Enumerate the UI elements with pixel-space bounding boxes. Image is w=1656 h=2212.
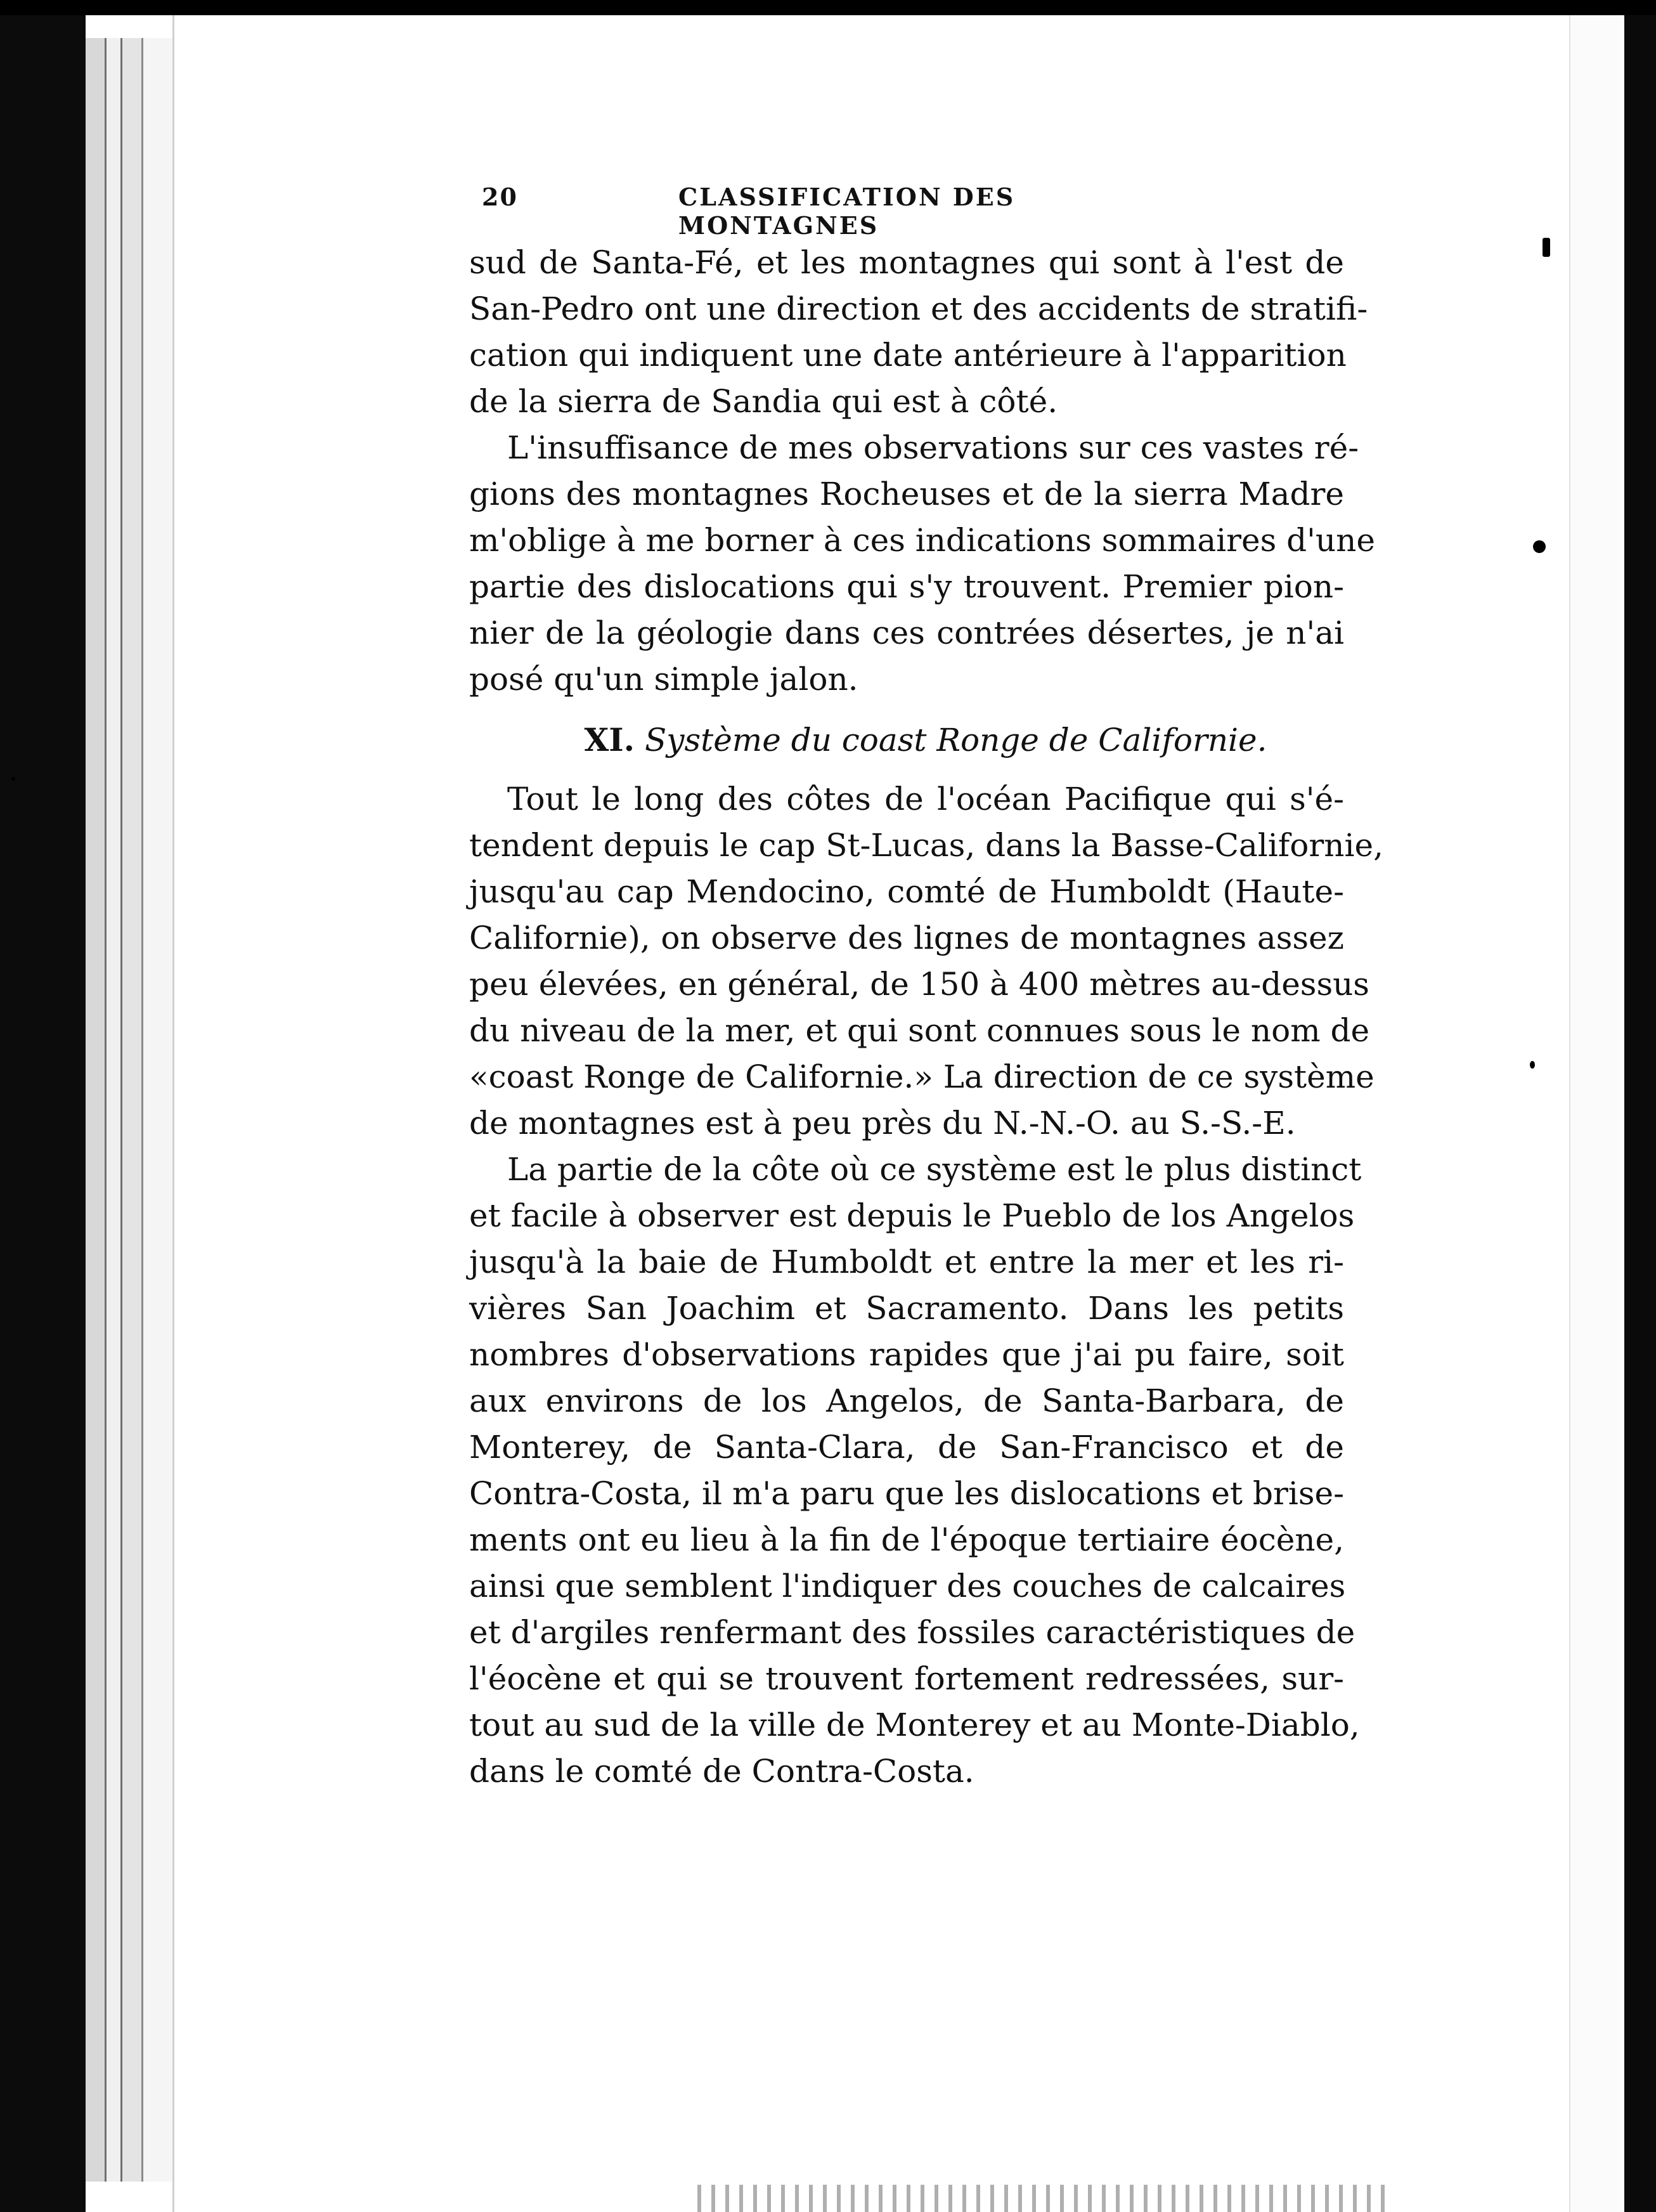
section-title: Système du coast Ronge de Californie.	[644, 722, 1267, 758]
running-head	[482, 183, 1160, 240]
section-heading	[469, 717, 1344, 764]
text-line: m'oblige à me borner à ces indications sommaires d'une	[469, 522, 1375, 559]
text-line: nombres d'observations rapides que j'ai pu faire, soit	[469, 1336, 1344, 1373]
text-line: Contra-Costa, il m'a paru que les dislocations et brise-	[469, 1475, 1344, 1512]
text-line: tout au sud de la ville de Monterey et au Monte-Diablo,	[469, 1707, 1360, 1743]
text-line: jusqu'à la baie de Humboldt et entre la mer et les ri-	[469, 1244, 1344, 1280]
scan-speck	[1530, 1061, 1535, 1069]
text-line: La partie de la côte où ce système est le plus distinct	[507, 1151, 1362, 1188]
text-line: «coast Ronge de Californie.» La direction de ce système	[469, 1058, 1375, 1095]
scan-left-border	[0, 15, 86, 2212]
text-line: tendent depuis le cap St-Lucas, dans la Basse-Californie,	[469, 827, 1383, 864]
text-line: de montagnes est à peu près du N.-N.-O. au S.-S.-E.	[469, 1105, 1296, 1142]
text-line: nier de la géologie dans ces contrées désertes, je n'ai	[469, 615, 1344, 651]
scan-speck	[11, 777, 15, 781]
section-numeral: XI.	[584, 721, 635, 758]
text-line: Monterey, de Santa-Clara, de San-Francisco et de	[469, 1429, 1344, 1466]
text-line: L'insuffisance de mes observations sur ces vastes ré-	[507, 429, 1359, 466]
scan-speck	[1533, 540, 1546, 553]
text-line: de la sierra de Sandia qui est à côté.	[469, 383, 1058, 420]
text-line: partie des dislocations qui s'y trouvent. Premier pion-	[469, 568, 1344, 605]
text-line: ainsi que semblent l'indiquer des couches de calcaires	[469, 1568, 1346, 1604]
text-line: peu élevées, en général, de 150 à 400 mètres au-dessus	[469, 966, 1369, 1003]
page-stack-edges	[86, 38, 174, 2182]
scan-top-border	[0, 0, 1656, 15]
scan-right-border	[1623, 15, 1656, 2212]
text-line: et facile à observer est depuis le Pueblo de los Angelos	[469, 1197, 1355, 1234]
body-text	[469, 240, 1383, 1795]
paragraph-3	[469, 776, 1383, 1147]
text-line: aux environs de los Angelos, de Santa-Barbara, de	[469, 1382, 1344, 1419]
text-line: cation qui indiquent une date antérieure à l'apparition	[469, 337, 1347, 374]
page-right-margin	[1569, 15, 1624, 2212]
text-line: San-Pedro ont une direction et des accidents de stratifi-	[469, 290, 1368, 327]
text-line: posé qu'un simple jalon.	[469, 661, 858, 698]
text-line: sud de Santa-Fé, et les montagnes qui sont à l'est de	[469, 244, 1344, 281]
text-line: jusqu'au cap Mendocino, comté de Humboldt (Haute-	[469, 873, 1344, 910]
page-number: 20	[482, 183, 518, 211]
running-title: CLASSIFICATION DES MONTAGNES	[678, 183, 1016, 240]
text-line: gions des montagnes Rocheuses et de la sierra Madre	[469, 476, 1344, 512]
text-line: Californie), on observe des lignes de montagnes assez	[469, 920, 1344, 956]
text-line: ments ont eu lieu à la fin de l'époque tertiaire éocène,	[469, 1521, 1344, 1558]
text-line: vières San Joachim et Sacramento. Dans les petits	[469, 1290, 1344, 1327]
scan-speck	[1543, 238, 1550, 257]
text-line: Tout le long des côtes de l'océan Pacifique qui s'é-	[507, 781, 1344, 817]
scan-bottom-noise	[697, 2185, 1395, 2212]
text-line: et d'argiles renfermant des fossiles caractéristiques de	[469, 1614, 1355, 1651]
paragraph-1	[469, 240, 1368, 425]
text-line: dans le comté de Contra-Costa.	[469, 1753, 974, 1790]
paragraph-4	[469, 1147, 1362, 1795]
text-line: l'éocène et qui se trouvent fortement redressées, sur-	[469, 1660, 1344, 1697]
paragraph-2	[469, 425, 1375, 703]
text-line: du niveau de la mer, et qui sont connues sous le nom de	[469, 1012, 1370, 1049]
